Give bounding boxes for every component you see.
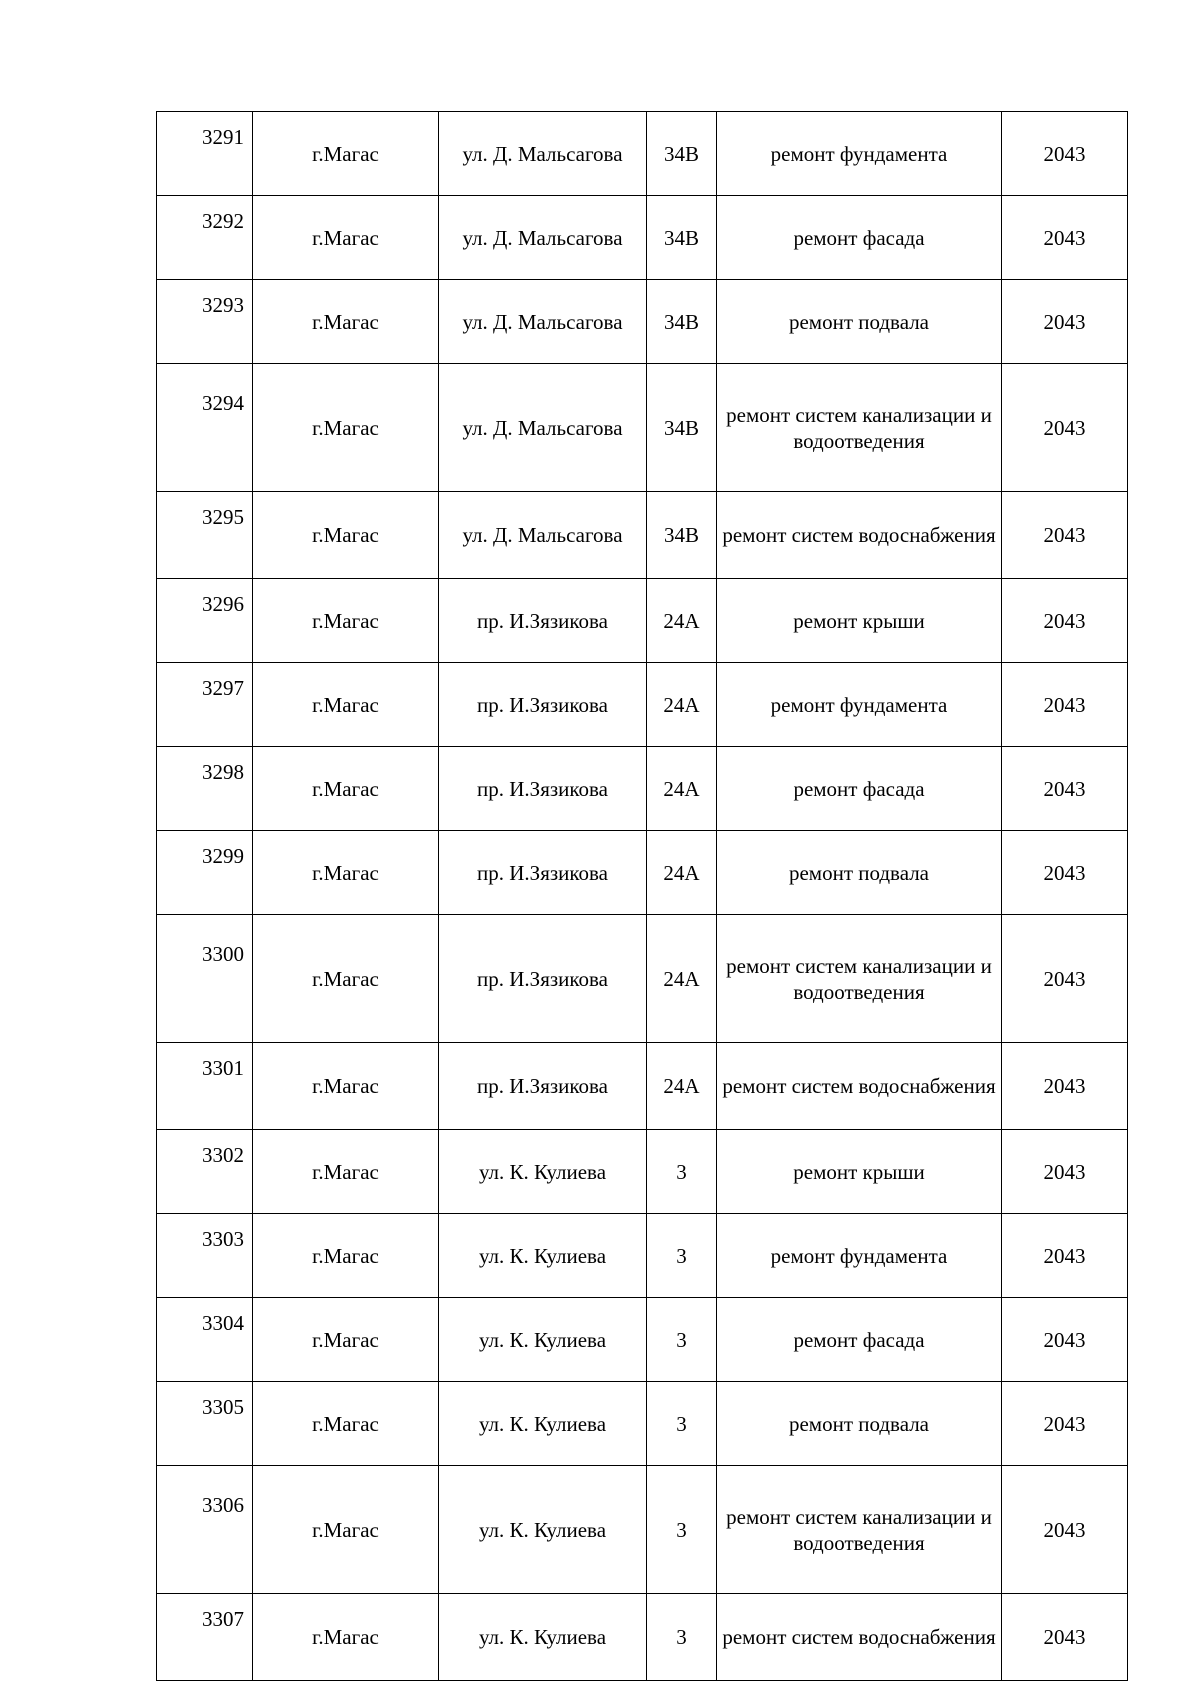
house-cell: 34В	[647, 364, 717, 492]
table-row	[157, 112, 1128, 196]
table-row	[157, 1382, 1128, 1466]
city-cell: г.Магас	[253, 280, 439, 364]
year-cell: 2043	[1002, 364, 1128, 492]
house-cell: 34В	[647, 196, 717, 280]
house-cell: 3	[647, 1298, 717, 1382]
house-cell: 24А	[647, 663, 717, 747]
city-cell: г.Магас	[253, 364, 439, 492]
row-number: 3302	[157, 1130, 253, 1214]
house-cell: 3	[647, 1594, 717, 1681]
city-cell: г.Магас	[253, 1214, 439, 1298]
work-type-cell: ремонт систем водоснабжения	[717, 1594, 1002, 1681]
work-type-cell: ремонт систем канализации и водоотведения	[717, 1466, 1002, 1594]
street-cell: пр. И.Зязикова	[439, 915, 647, 1043]
city-cell: г.Магас	[253, 1130, 439, 1214]
street-cell: ул. Д. Мальсагова	[439, 280, 647, 364]
city-cell: г.Магас	[253, 915, 439, 1043]
table-row	[157, 579, 1128, 663]
year-cell: 2043	[1002, 1043, 1128, 1130]
city-cell: г.Магас	[253, 492, 439, 579]
year-cell: 2043	[1002, 579, 1128, 663]
year-cell: 2043	[1002, 1298, 1128, 1382]
year-cell: 2043	[1002, 915, 1128, 1043]
table-row	[157, 1043, 1128, 1130]
city-cell: г.Магас	[253, 1043, 439, 1130]
table-row	[157, 915, 1128, 1043]
street-cell: ул. К. Кулиева	[439, 1130, 647, 1214]
row-number: 3307	[157, 1594, 253, 1681]
work-type-cell: ремонт фасада	[717, 196, 1002, 280]
year-cell: 2043	[1002, 1466, 1128, 1594]
work-type-cell: ремонт фасада	[717, 747, 1002, 831]
year-cell: 2043	[1002, 492, 1128, 579]
year-cell: 2043	[1002, 1382, 1128, 1466]
work-type-cell: ремонт систем канализации и водоотведения	[717, 915, 1002, 1043]
work-type-cell: ремонт крыши	[717, 579, 1002, 663]
city-cell: г.Магас	[253, 831, 439, 915]
table-row	[157, 1466, 1128, 1594]
row-number: 3301	[157, 1043, 253, 1130]
city-cell: г.Магас	[253, 747, 439, 831]
work-type-cell: ремонт фасада	[717, 1298, 1002, 1382]
street-cell: ул. Д. Мальсагова	[439, 112, 647, 196]
city-cell: г.Магас	[253, 112, 439, 196]
house-cell: 3	[647, 1130, 717, 1214]
table-row	[157, 492, 1128, 579]
street-cell: ул. Д. Мальсагова	[439, 196, 647, 280]
row-number: 3294	[157, 364, 253, 492]
row-number: 3303	[157, 1214, 253, 1298]
table-row	[157, 1298, 1128, 1382]
row-number: 3291	[157, 112, 253, 196]
year-cell: 2043	[1002, 196, 1128, 280]
work-type-cell: ремонт подвала	[717, 831, 1002, 915]
year-cell: 2043	[1002, 831, 1128, 915]
work-type-cell: ремонт фундамента	[717, 1214, 1002, 1298]
row-number: 3292	[157, 196, 253, 280]
street-cell: ул. К. Кулиева	[439, 1214, 647, 1298]
house-cell: 3	[647, 1466, 717, 1594]
row-number: 3299	[157, 831, 253, 915]
city-cell: г.Магас	[253, 1594, 439, 1681]
city-cell: г.Магас	[253, 1382, 439, 1466]
year-cell: 2043	[1002, 747, 1128, 831]
table-row	[157, 1594, 1128, 1681]
street-cell: пр. И.Зязикова	[439, 579, 647, 663]
table-row	[157, 747, 1128, 831]
row-number: 3293	[157, 280, 253, 364]
street-cell: ул. К. Кулиева	[439, 1382, 647, 1466]
table-row	[157, 364, 1128, 492]
year-cell: 2043	[1002, 1130, 1128, 1214]
house-cell: 24А	[647, 579, 717, 663]
house-cell: 24А	[647, 831, 717, 915]
row-number: 3304	[157, 1298, 253, 1382]
house-cell: 3	[647, 1214, 717, 1298]
year-cell: 2043	[1002, 1214, 1128, 1298]
city-cell: г.Магас	[253, 196, 439, 280]
street-cell: ул. Д. Мальсагова	[439, 492, 647, 579]
table-row	[157, 831, 1128, 915]
row-number: 3305	[157, 1382, 253, 1466]
table-row	[157, 1130, 1128, 1214]
house-cell: 34В	[647, 280, 717, 364]
table-row	[157, 1214, 1128, 1298]
city-cell: г.Магас	[253, 1466, 439, 1594]
house-cell: 24А	[647, 915, 717, 1043]
work-type-cell: ремонт фундамента	[717, 112, 1002, 196]
work-type-cell: ремонт фундамента	[717, 663, 1002, 747]
row-number: 3298	[157, 747, 253, 831]
house-cell: 34В	[647, 112, 717, 196]
street-cell: ул. К. Кулиева	[439, 1594, 647, 1681]
street-cell: ул. К. Кулиева	[439, 1298, 647, 1382]
house-cell: 24А	[647, 1043, 717, 1130]
table-row	[157, 663, 1128, 747]
year-cell: 2043	[1002, 1594, 1128, 1681]
work-type-cell: ремонт систем канализации и водоотведения	[717, 364, 1002, 492]
work-type-cell: ремонт систем водоснабжения	[717, 492, 1002, 579]
city-cell: г.Магас	[253, 1298, 439, 1382]
table-row	[157, 196, 1128, 280]
year-cell: 2043	[1002, 280, 1128, 364]
work-type-cell: ремонт систем водоснабжения	[717, 1043, 1002, 1130]
row-number: 3306	[157, 1466, 253, 1594]
city-cell: г.Магас	[253, 663, 439, 747]
row-number: 3296	[157, 579, 253, 663]
street-cell: пр. И.Зязикова	[439, 747, 647, 831]
work-type-cell: ремонт подвала	[717, 280, 1002, 364]
year-cell: 2043	[1002, 112, 1128, 196]
row-number: 3295	[157, 492, 253, 579]
street-cell: ул. К. Кулиева	[439, 1466, 647, 1594]
city-cell: г.Магас	[253, 579, 439, 663]
street-cell: пр. И.Зязикова	[439, 1043, 647, 1130]
street-cell: пр. И.Зязикова	[439, 831, 647, 915]
street-cell: ул. Д. Мальсагова	[439, 364, 647, 492]
street-cell: пр. И.Зязикова	[439, 663, 647, 747]
work-type-cell: ремонт крыши	[717, 1130, 1002, 1214]
house-cell: 3	[647, 1382, 717, 1466]
house-cell: 34В	[647, 492, 717, 579]
house-cell: 24А	[647, 747, 717, 831]
row-number: 3297	[157, 663, 253, 747]
row-number: 3300	[157, 915, 253, 1043]
work-type-cell: ремонт подвала	[717, 1382, 1002, 1466]
works-table	[156, 111, 1128, 1681]
year-cell: 2043	[1002, 663, 1128, 747]
table-row	[157, 280, 1128, 364]
